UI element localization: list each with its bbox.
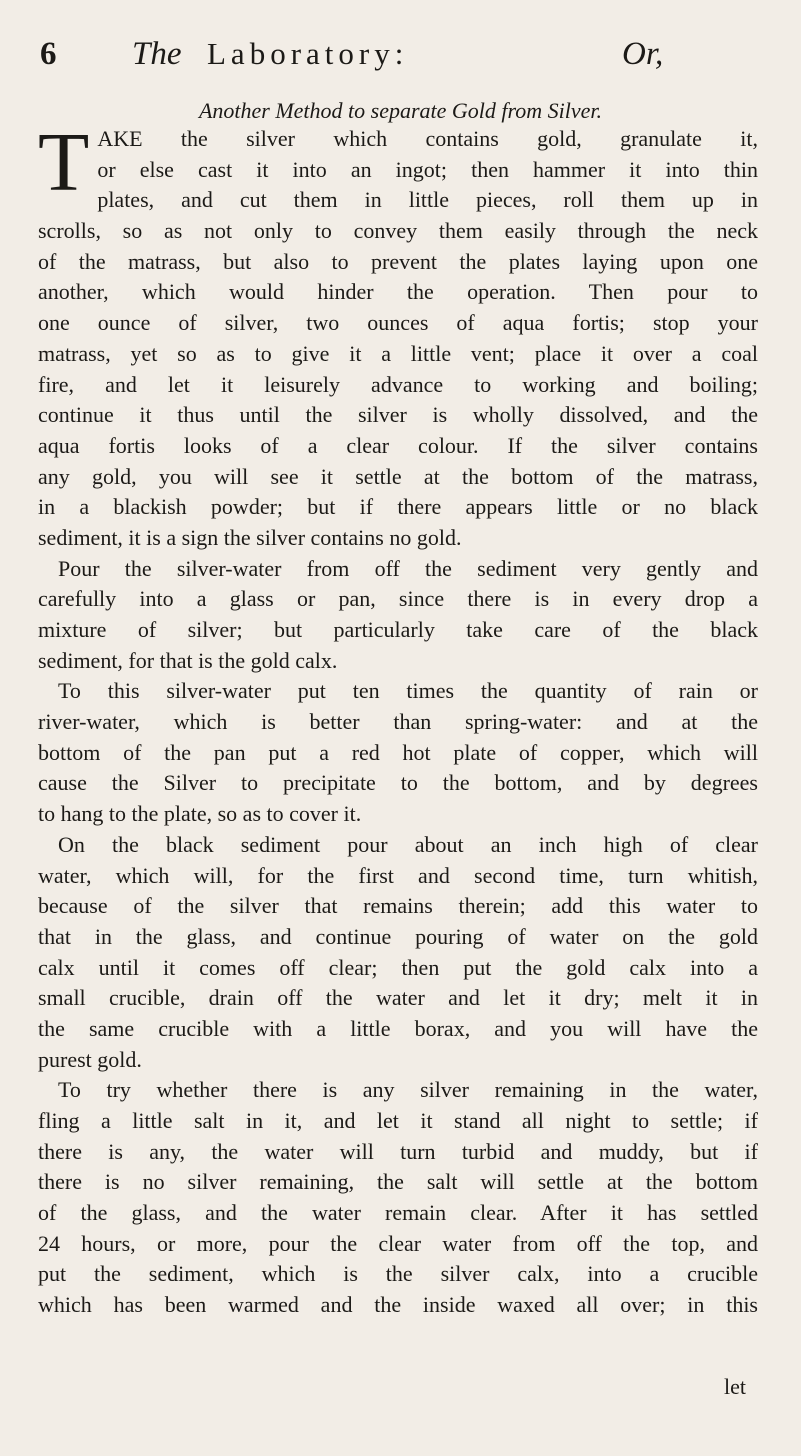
title-prefix: The [132, 36, 182, 72]
text-line: put the sediment, which is the silver calx, into a crucible [38, 1261, 758, 1287]
title-main: Laboratory: [207, 36, 409, 71]
text-line: AKE the silver which contains gold, granulate it, [97, 126, 758, 151]
text-line: in a blackish powder; but if there appears little or no black [38, 494, 758, 520]
page-number: 6 [40, 36, 57, 72]
text-line: there is any, the water will turn turbid and muddy, but if [38, 1138, 758, 1164]
catchword: let [724, 1374, 746, 1399]
text-line: of the glass, and the water remain clear. After it has settled [38, 1200, 758, 1226]
text-line: fire, and let it leisurely advance to working and boiling; [38, 371, 758, 397]
text-line: of the matrass, but also to prevent the plates laying upon one [38, 248, 758, 274]
text-line: because of the silver that remains therein; add this water to [38, 893, 758, 919]
text-line: aqua fortis looks of a clear colour. If the silver contains [38, 432, 758, 458]
text-line: to hang to the plate, so as to cover it. [38, 801, 362, 827]
text-line: river-water, which is better than spring-water: and at the [38, 709, 758, 735]
text-line: mixture of silver; but particularly take care of the black [38, 617, 758, 642]
text-line: scrolls, so as not only to convey them easily through the neck [38, 218, 758, 244]
text-line: which has been warmed and the inside waxed all over; in this [38, 1292, 758, 1318]
drop-cap: T [38, 116, 90, 209]
body-text [38, 116, 758, 1321]
text-line: To this silver-water put ten times the quantity of rain or [58, 678, 758, 704]
running-head [40, 34, 730, 74]
text-line: or else cast it into an ingot; then hammer it into thin [97, 156, 758, 182]
text-line: continue it thus until the silver is wholly dissolved, and the [38, 402, 758, 428]
text-line: Pour the silver-water from off the sediment very gently and [58, 555, 758, 581]
text-line: water, which will, for the first and second time, turn whitish, [38, 862, 758, 888]
text-line: matrass, yet so as to give it a little vent; place it over a coal [38, 340, 758, 366]
text-line: another, which would hinder the operation. Then pour to [38, 279, 758, 305]
text-line: 24 hours, or more, pour the clear water from off the top, and [38, 1230, 758, 1256]
text-line: fling a little salt in it, and let it stand all night to settle; if [38, 1108, 758, 1133]
text-line: small crucible, drain off the water and let it dry; melt it in [38, 985, 758, 1011]
text-line: plates, and cut them in little pieces, roll them up in [97, 187, 758, 213]
text-line: carefully into a glass or pan, since there is in every drop a [38, 586, 758, 612]
text-line: To try whether there is any silver remaining in the water, [58, 1077, 758, 1103]
text-line: that in the glass, and continue pouring of water on the gold [38, 923, 758, 949]
text-line: bottom of the pan put a red hot plate of copper, which will [38, 739, 758, 765]
text-line: one ounce of silver, two ounces of aqua fortis; stop your [38, 310, 758, 336]
text-line: On the black sediment pour about an inch high of clear [58, 831, 758, 857]
text-line: sediment, for that is the gold calx. [38, 647, 338, 673]
text-line: any gold, you will see it settle at the bottom of the matrass, [38, 463, 758, 489]
text-line: cause the Silver to precipitate to the bottom, and by degrees [38, 770, 758, 796]
text-line: there is no silver remaining, the salt will settle at the bottom [38, 1169, 758, 1195]
title-suffix: Or, [622, 36, 664, 72]
text-line: the same crucible with a little borax, and you will have the [38, 1015, 758, 1041]
text-line: sediment, it is a sign the silver contains no gold. [38, 524, 462, 550]
text-line: purest gold. [38, 1046, 142, 1072]
text-line: calx until it comes off clear; then put the gold calx into a [38, 954, 758, 980]
section-title: Another Method to separate Gold from Silver. [198, 98, 603, 123]
